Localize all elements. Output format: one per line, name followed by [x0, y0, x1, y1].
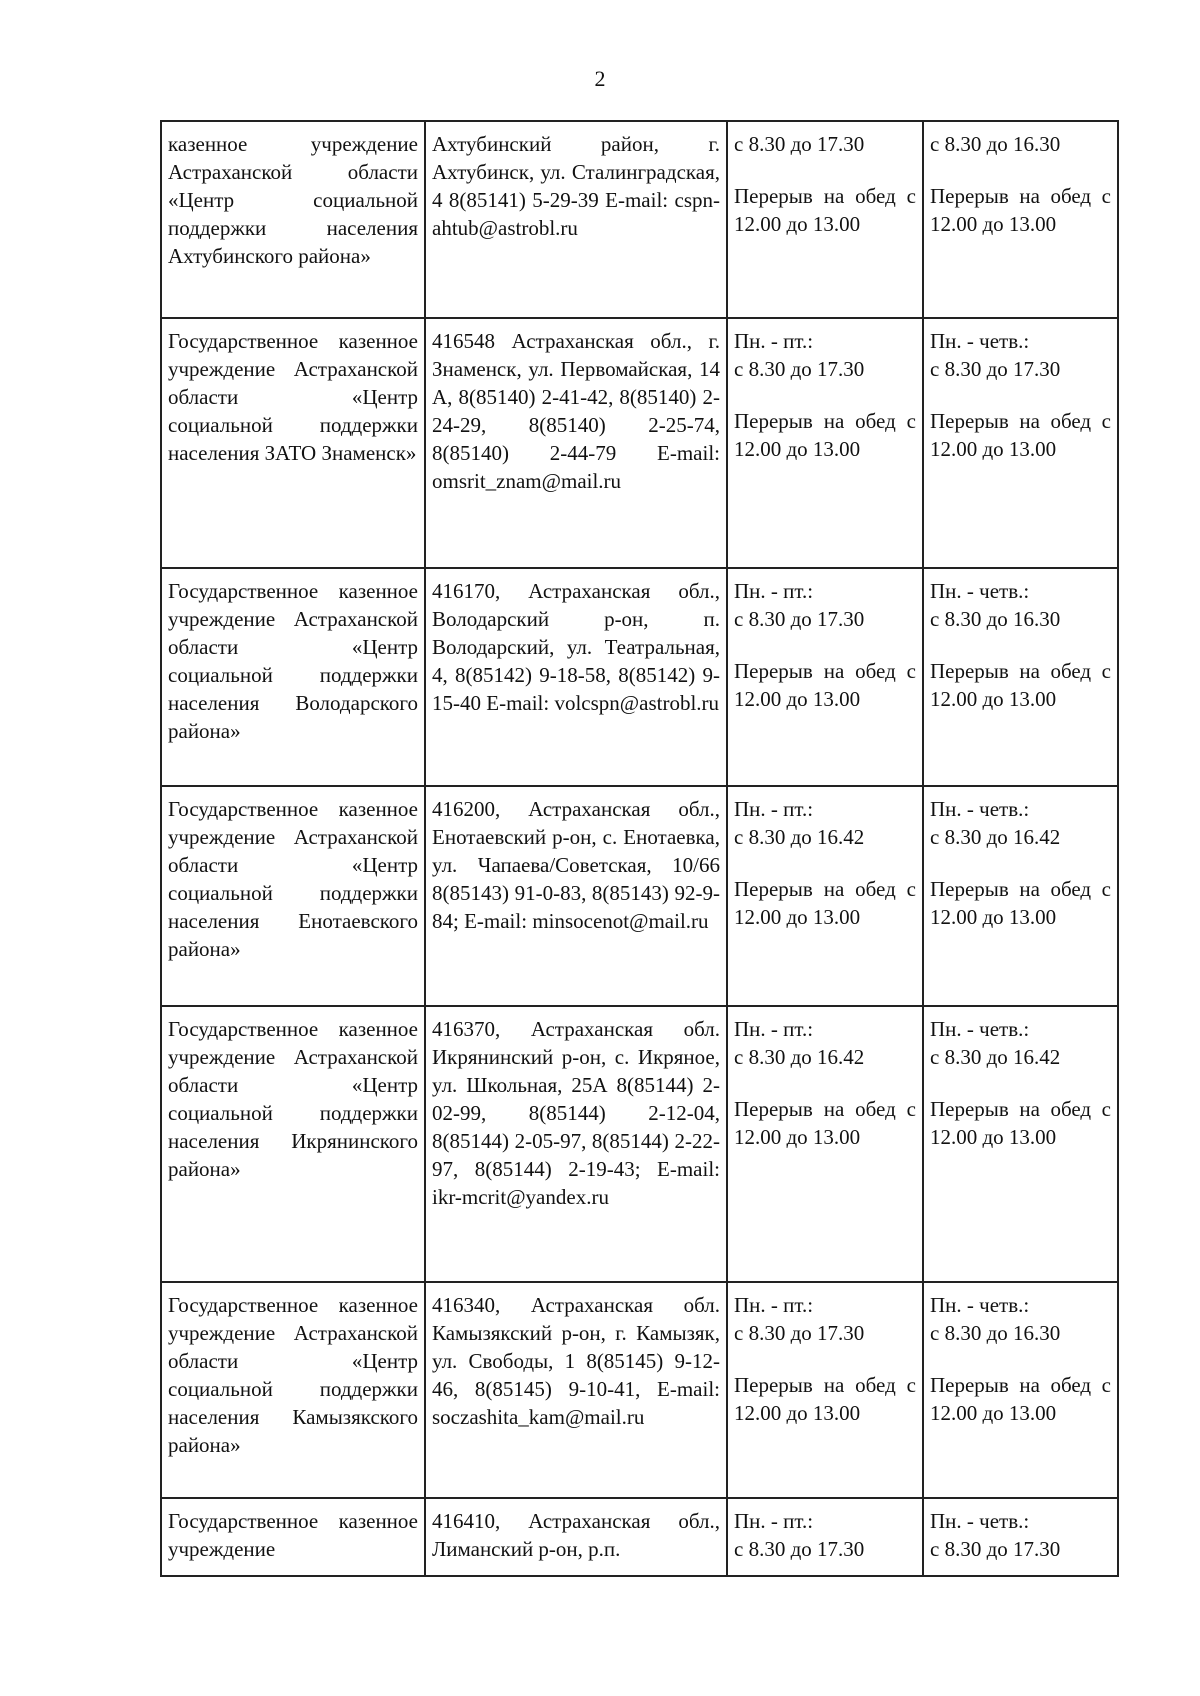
table-row — [161, 1282, 1118, 1498]
fri-break: Перерыв на обед с 12.00 до 13.00 — [930, 877, 1111, 929]
hours-break: Перерыв на обед с 12.00 до 13.00 — [734, 1097, 916, 1149]
hours-time: с 8.30 до 17.30 — [734, 1537, 865, 1561]
table-row — [161, 318, 1118, 568]
hours-days: Пн. - пт.: — [734, 1293, 814, 1317]
org-cell: Государственное казенное учреждение Астраханской области «Центр социальной поддержки населения Володарского района» — [161, 568, 425, 786]
hours-break: Перерыв на обед с 12.00 до 13.00 — [734, 659, 916, 711]
weekday-hours-cell — [727, 1006, 923, 1282]
org-cell: Государственное казенное учреждение — [161, 1498, 425, 1576]
hours-time: с 8.30 до 17.30 — [734, 357, 865, 381]
friday-hours-cell — [923, 1498, 1118, 1576]
friday-hours-cell — [923, 1006, 1118, 1282]
org-cell: Государственное казенное учреждение Астраханской области «Центр социальной поддержки населения ЗАТО Знаменск» — [161, 318, 425, 568]
fri-time: с 8.30 до 16.30 — [930, 132, 1061, 156]
address-cell: Ахтубинский район, г. Ахтубинск, ул. Сталинградская, 4 8(85141) 5-29-39 E-mail: cspn-ahtub@astrobl.ru — [425, 121, 727, 318]
org-cell: казенное учреждение Астраханской области «Центр социальной поддержки населения Ахтубинского района» — [161, 121, 425, 318]
table-row — [161, 1498, 1118, 1576]
fri-break: Перерыв на обед с 12.00 до 13.00 — [930, 184, 1111, 236]
friday-hours-cell — [923, 786, 1118, 1006]
fri-days: Пн. - четв.: — [930, 797, 1030, 821]
fri-days: Пн. - четв.: — [930, 1509, 1030, 1533]
fri-time: с 8.30 до 17.30 — [930, 357, 1061, 381]
hours-time: с 8.30 до 17.30 — [734, 607, 865, 631]
friday-hours-cell — [923, 121, 1118, 318]
hours-time: с 8.30 до 17.30 — [734, 132, 865, 156]
org-cell: Государственное казенное учреждение Астраханской области «Центр социальной поддержки населения Камызякского района» — [161, 1282, 425, 1498]
fri-days: Пн. - четв.: — [930, 329, 1030, 353]
weekday-hours-cell — [727, 318, 923, 568]
address-cell: 416410, Астраханская обл., Лиманский р-он, р.п. — [425, 1498, 727, 1576]
hours-break: Перерыв на обед с 12.00 до 13.00 — [734, 184, 916, 236]
fri-days: Пн. - четв.: — [930, 579, 1030, 603]
fri-days: Пн. - четв.: — [930, 1293, 1030, 1317]
fri-time: с 8.30 до 16.30 — [930, 1321, 1061, 1345]
hours-break: Перерыв на обед с 12.00 до 13.00 — [734, 877, 916, 929]
hours-days: Пн. - пт.: — [734, 1017, 814, 1041]
weekday-hours-cell — [727, 1498, 923, 1576]
page-number: 2 — [594, 66, 606, 91]
table-row — [161, 568, 1118, 786]
friday-hours-cell — [923, 1282, 1118, 1498]
hours-days: Пн. - пт.: — [734, 329, 814, 353]
institutions-table — [160, 120, 1119, 1577]
weekday-hours-cell — [727, 568, 923, 786]
hours-break: Перерыв на обед с 12.00 до 13.00 — [734, 1373, 916, 1425]
fri-days: Пн. - четв.: — [930, 1017, 1030, 1041]
weekday-hours-cell — [727, 121, 923, 318]
hours-time: с 8.30 до 16.42 — [734, 1045, 865, 1069]
fri-break: Перерыв на обед с 12.00 до 13.00 — [930, 659, 1111, 711]
fri-break: Перерыв на обед с 12.00 до 13.00 — [930, 1373, 1111, 1425]
friday-hours-cell — [923, 568, 1118, 786]
hours-days: Пн. - пт.: — [734, 797, 814, 821]
hours-break: Перерыв на обед с 12.00 до 13.00 — [734, 409, 916, 461]
address-cell: 416370, Астраханская обл. Икрянинский р-он, с. Икряное, ул. Школьная, 25А 8(85144) 2-02-99, 8(85144) 2-12-04, 8(85144) 2-05-97, 8(85144) 2-22-97, 8(85144) 2-19-43; E-mail: ikr-mcrit@yandex.ru — [425, 1006, 727, 1282]
table-row — [161, 121, 1118, 318]
friday-hours-cell — [923, 318, 1118, 568]
weekday-hours-cell — [727, 1282, 923, 1498]
fri-time: с 8.30 до 16.30 — [930, 607, 1061, 631]
hours-days: Пн. - пт.: — [734, 579, 814, 603]
hours-time: с 8.30 до 17.30 — [734, 1321, 865, 1345]
address-cell: 416340, Астраханская обл. Камызякский р-он, г. Камызяк, ул. Свободы, 1 8(85145) 9-12-46, 8(85145) 9-10-41, E-mail: soczashita_kam@mail.ru — [425, 1282, 727, 1498]
hours-time: с 8.30 до 16.42 — [734, 825, 865, 849]
address-cell: 416170, Астраханская обл., Володарский р-он, п. Володарский, ул. Театральная, 4, 8(85142) 9-18-58, 8(85142) 9-15-40 E-mail: volcspn@astrobl.ru — [425, 568, 727, 786]
org-cell: Государственное казенное учреждение Астраханской области «Центр социальной поддержки населения Енотаевского района» — [161, 786, 425, 1006]
weekday-hours-cell — [727, 786, 923, 1006]
fri-time: с 8.30 до 16.42 — [930, 1045, 1061, 1069]
org-cell: Государственное казенное учреждение Астраханской области «Центр социальной поддержки населения Икрянинского района» — [161, 1006, 425, 1282]
table-row — [161, 1006, 1118, 1282]
fri-time: с 8.30 до 17.30 — [930, 1537, 1061, 1561]
hours-days: Пн. - пт.: — [734, 1509, 814, 1533]
address-cell: 416548 Астраханская обл., г. Знаменск, ул. Первомайская, 14 А, 8(85140) 2-41-42, 8(85140) 2-24-29, 8(85140) 2-25-74, 8(85140) 2-44-79 E-mail: omsrit_znam@mail.ru — [425, 318, 727, 568]
fri-break: Перерыв на обед с 12.00 до 13.00 — [930, 1097, 1111, 1149]
table-row — [161, 786, 1118, 1006]
fri-break: Перерыв на обед с 12.00 до 13.00 — [930, 409, 1111, 461]
fri-time: с 8.30 до 16.42 — [930, 825, 1061, 849]
address-cell: 416200, Астраханская обл., Енотаевский р-он, с. Енотаевка, ул. Чапаева/Советская, 10/66 8(85143) 91-0-83, 8(85143) 92-9-84; E-mail: minsocenot@mail.ru — [425, 786, 727, 1006]
